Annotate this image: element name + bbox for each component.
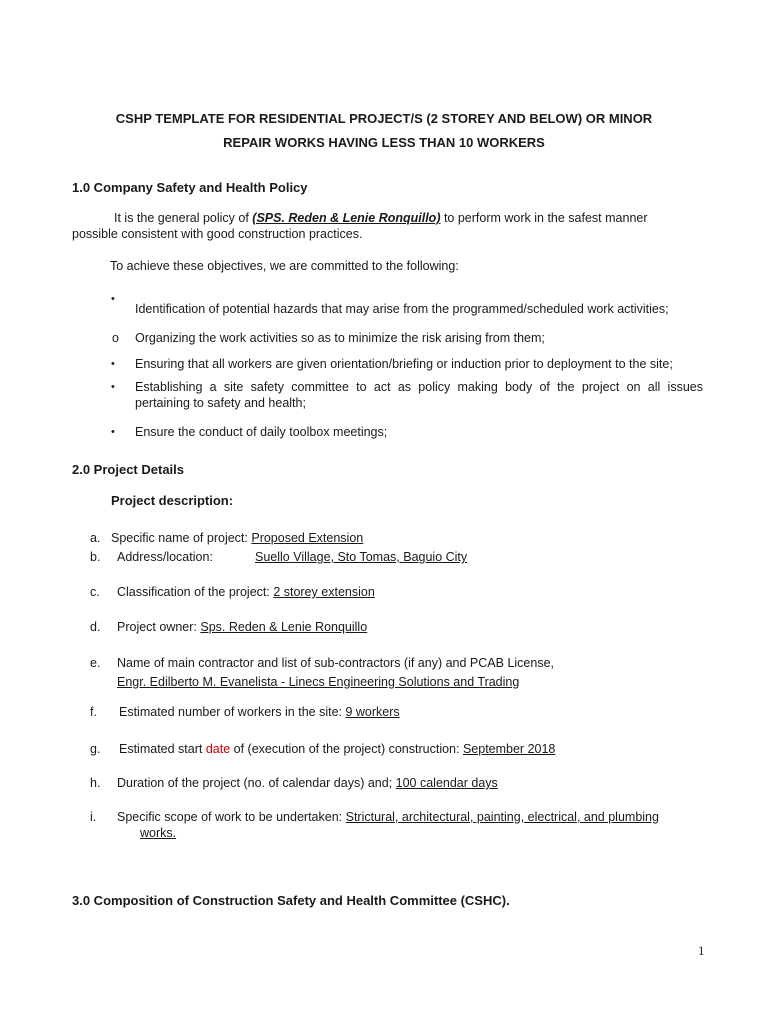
start-date-label-post: of (execution of the project) construction: — [230, 742, 463, 756]
bullet-item-toolbox: Ensure the conduct of daily toolbox meetings; — [135, 425, 388, 439]
document-title-line2: REPAIR WORKS HAVING LESS THAN 10 WORKERS — [223, 135, 545, 150]
workers-line — [119, 705, 400, 719]
bullet-item-orientation: Ensuring that all workers are given orientation/briefing or induction prior to deployment to the site; — [135, 357, 673, 371]
item-marker: e. — [90, 656, 101, 670]
contractor-label: Name of main contractor and list of sub-contractors (if any) and PCAB License, — [117, 656, 554, 670]
classification-value: 2 storey extension — [273, 585, 375, 599]
bullet-marker: • — [111, 426, 115, 438]
document-title-line1: CSHP TEMPLATE FOR RESIDENTIAL PROJECT/S (2 STOREY AND BELOW) OR MINOR — [115, 111, 653, 126]
item-marker: b. — [90, 550, 101, 564]
project-name-label: Specific name of project: — [111, 531, 252, 545]
item-marker: i. — [90, 810, 97, 824]
address-label: Address/location: — [117, 550, 213, 564]
section1-heading: 1.0 Company Safety and Health Policy — [72, 180, 308, 195]
item-marker: h. — [90, 776, 101, 790]
bullet-marker: • — [111, 381, 115, 393]
bullet-marker: • — [111, 358, 115, 370]
start-date-label-pre: Estimated start — [119, 742, 206, 756]
start-date-label-highlight: date — [205, 742, 231, 756]
scope-line — [117, 810, 659, 824]
project-name-value: Proposed Extension — [251, 531, 364, 545]
policy-owner-name: (SPS. Reden & Lenie Ronquillo) — [252, 211, 441, 225]
item-marker: d. — [90, 620, 101, 634]
policy-intro-pre: It is the general policy of — [114, 211, 253, 225]
project-owner-value: Sps. Reden & Lenie Ronquillo — [200, 620, 368, 634]
item-marker: f. — [90, 705, 97, 719]
bullet-marker: • — [111, 293, 115, 305]
workers-label: Estimated number of workers in the site: — [119, 705, 346, 719]
section3-heading: 3.0 Composition of Construction Safety and Health Committee (CSHC). — [72, 893, 510, 908]
project-name-line — [111, 531, 363, 545]
scope-label: Specific scope of work to be undertaken: — [117, 810, 346, 824]
scope-value-cont: works. — [140, 826, 177, 840]
start-date-line — [119, 742, 555, 756]
bullet-item-committee: Establishing a site safety committee to act as policy making body of the project on all issues — [135, 380, 703, 394]
scope-value: Strictural, architectural, painting, electrical, and plumbing — [345, 810, 659, 824]
bullet-marker: o — [112, 331, 119, 345]
item-marker: a. — [90, 531, 101, 545]
duration-value: 100 calendar days — [395, 776, 498, 790]
start-date-value: September 2018 — [462, 742, 556, 756]
project-owner-label: Project owner: — [117, 620, 201, 634]
duration-label: Duration of the project (no. of calendar days) and; — [117, 776, 396, 790]
bullet-item-hazards: Identification of potential hazards that may arise from the programmed/scheduled work activities; — [135, 302, 669, 316]
objectives-text: To achieve these objectives, we are committed to the following: — [110, 259, 459, 273]
item-marker: g. — [90, 742, 101, 756]
project-owner-line — [117, 620, 367, 634]
bullet-item-organizing: Organizing the work activities so as to minimize the risk arising from them; — [135, 331, 545, 345]
bullet-item-committee-cont: pertaining to safety and health; — [135, 396, 306, 410]
address-value: Suello Village, Sto Tomas, Baguio City — [255, 550, 468, 564]
project-description-heading: Project description: — [111, 493, 234, 508]
policy-intro-line1 — [114, 211, 648, 225]
classification-line — [117, 585, 375, 599]
section2-heading: 2.0 Project Details — [72, 462, 184, 477]
policy-intro-post: to perform work in the safest manner — [440, 211, 648, 225]
duration-line — [117, 776, 498, 790]
contractor-value: Engr. Edilberto M. Evanelista - Linecs Engineering Solutions and Trading — [117, 675, 520, 689]
classification-label: Classification of the project: — [117, 585, 274, 599]
workers-value: 9 workers — [345, 705, 400, 719]
policy-intro-line2: possible consistent with good construction practices. — [72, 227, 363, 241]
page-number: 1 — [698, 943, 705, 958]
item-marker: c. — [90, 585, 100, 599]
